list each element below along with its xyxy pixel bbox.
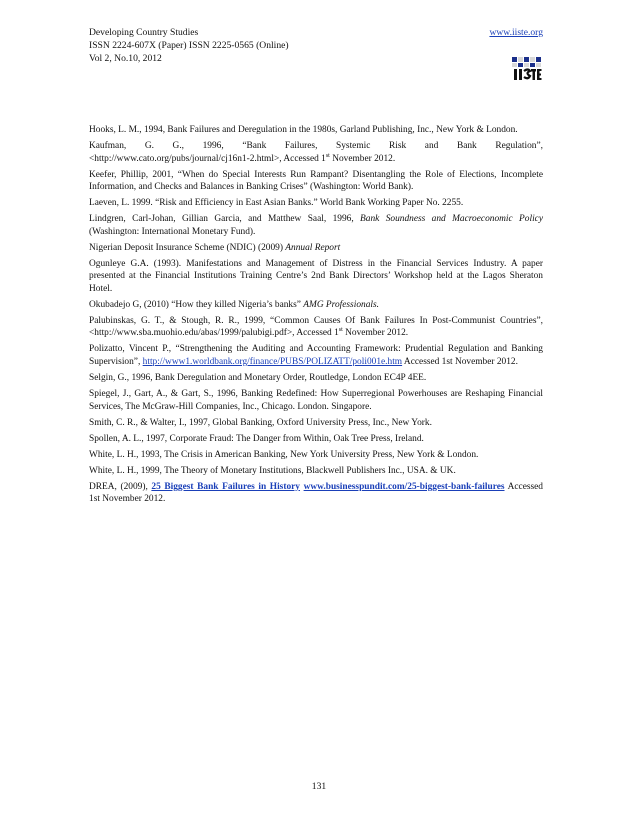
reference-white-1993: White, L. H., 1993, The Crisis in American Banking, New York University Press, New York & London. <box>89 449 479 460</box>
drea-title-link[interactable]: 25 Biggest Bank Failures in History <box>151 481 300 492</box>
reference-okubadejo <box>89 299 543 312</box>
reference-keefer: Keefer, Phillip, 2001, “When do Special Interests Run Rampant? Disentangling the Role of Elections, Incomplete Information, and Checks and Balances in Banking Crises” (Washington: World Bank). <box>89 169 543 193</box>
reference-text: Accessed 1st November 2012. <box>402 357 518 368</box>
page-number: 131 <box>311 781 327 792</box>
reference-text: Kaufman, G. G., 1996, “Bank Failures, Systemic Risk and Bank Regulation”, <http://www.cato.org/pubs/journal/cj16n1-2.html>, Accessed 1 <box>89 140 543 164</box>
reference-white-1999: White, L. H., 1999, The Theory of Monetary Institutions, Blackwell Publishers Inc., USA. & UK. <box>89 465 456 476</box>
polizatto-link[interactable]: http://www1.worldbank.org/finance/PUBS/POLIZATT/poli001e.htm <box>142 357 403 368</box>
ordinal-suffix: st <box>325 152 330 159</box>
journal-url-link[interactable]: www.iiste.org <box>489 27 543 38</box>
reference-spiegel: Spiegel, J., Gart, A., & Gart, S., 1996, Banking Redefined: How Superregional Powerhouses are Reshaping Financial Services, The McGraw-Hill Companies, Inc., Chicago. London. Singapore. <box>89 388 543 412</box>
reference-laeven: Laeven, L. 1999. “Risk and Efficiency in East Asian Banks.” World Bank Working Paper No. 2255. <box>89 198 464 209</box>
reference-ogunleye: Ogunleye G.A. (1993). Manifestations and Management of Distress in the Financial Services Industry. A paper presented at the Financial Institutions Training Centre’s 2nd Bank Directors’ Workshop held at the Lagos Sheraton Hotel. <box>89 258 543 294</box>
drea-url-link[interactable]: www.businesspundit.com/25-biggest-bank-failures <box>303 481 505 492</box>
volume-line: Vol 2, No.10, 2012 <box>89 53 162 64</box>
page-header <box>89 26 543 65</box>
reference-text: Accessed 1st November 2012. <box>89 481 543 505</box>
reference-title: Annual Report <box>285 242 341 253</box>
reference-text: November 2012. <box>329 153 396 164</box>
reference-drea <box>89 481 543 506</box>
reference-text: Nigerian Deposit Insurance Scheme (NDIC) (2009) <box>89 242 286 253</box>
reference-lindgren <box>89 213 543 238</box>
reference-kaufman <box>89 140 543 165</box>
reference-selgin: Selgin, G., 1996, Bank Deregulation and Monetary Order, Routledge, London EC4P 4EE. <box>89 373 427 383</box>
reference-text: Lindgren, Carl-Johan, Gillian Garcia, and Matthew Saal, 1996, <box>89 214 361 225</box>
reference-text: Polizatto, Vincent P., “Strengthening the Auditing and Accounting Framework: Prudential Regulation and Banking Supervision”, <box>89 344 543 368</box>
reference-hooks: Hooks, L. M., 1994, Bank Failures and Deregulation in the 1980s, Garland Publishing, Inc., New York & London. <box>89 125 518 135</box>
reference-text: November 2012. <box>342 328 409 339</box>
reference-palubinskas <box>89 315 543 340</box>
reference-polizatto <box>89 343 543 368</box>
journal-name: Developing Country Studies <box>89 27 199 38</box>
reference-text: Palubinskas, G. T., & Stough, R. R., 1999, “Common Causes Of Bank Failures In Post-Communist Countries”, <http://www.sba.muohio.edu/abas/1999/palubigi.pdf>, Accessed 1 <box>89 315 543 339</box>
references-list <box>89 124 543 509</box>
reference-title: AMG Professionals. <box>303 299 379 310</box>
iiste-logo <box>512 57 542 81</box>
reference-text: Okubadejo G, (2010) “How they killed Nigeria’s banks” <box>89 299 304 310</box>
reference-ndic <box>89 242 543 255</box>
ordinal-suffix: st <box>338 327 343 334</box>
reference-spollen: Spollen, A. L., 1997, Corporate Fraud: The Danger from Within, Oak Tree Press, Ireland. <box>89 433 424 444</box>
reference-smith: Smith, C. R., & Walter, I., 1997, Global Banking, Oxford University Press, Inc., New York. <box>89 417 432 428</box>
reference-text: DREA, (2009), <box>89 481 152 492</box>
reference-text: (Washington: International Monetary Fund). <box>89 226 256 237</box>
reference-title: Bank Soundness and Macroeconomic Policy <box>360 214 543 225</box>
issn-line: ISSN 2224-607X (Paper) ISSN 2225-0565 (Online) <box>89 40 289 51</box>
